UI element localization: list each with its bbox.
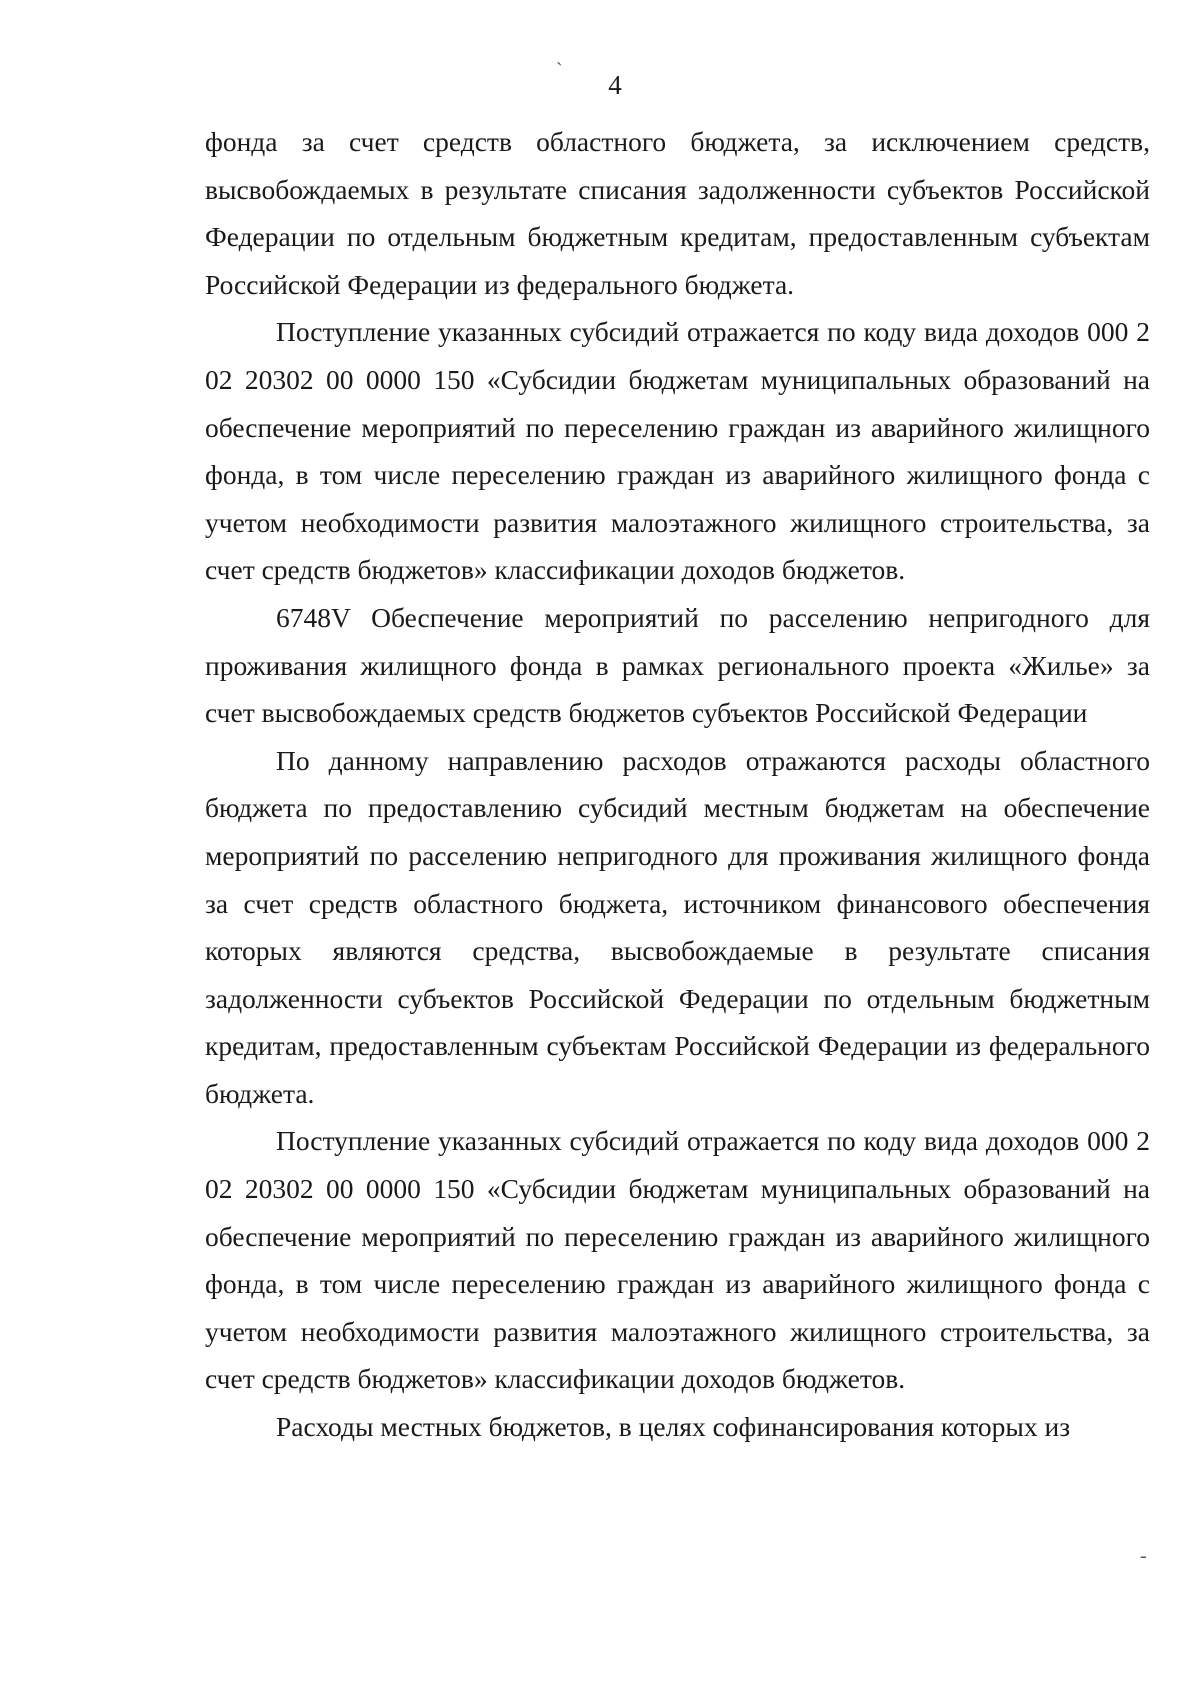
document-body [205,118,1150,1451]
section-heading-paragraph: 6748V Обеспечение мероприятий по расселению непригодного для проживания жилищного фонда в рамках регионального проекта «Жилье» за счет высвобождаемых средств бюджетов субъектов Российской Федерации [205,601,1150,729]
paragraph: Поступление указанных субсидий отражается по коду вида доходов 000 2 02 20302 00 0000 150 «Субсидии бюджетам муниципальных образований на обеспечение мероприятий по переселению граждан из аварийного жилищного фонда, в том числе переселению граждан из аварийного жилищного фонда с учетом необходимости развития малоэтажного жилищного строительства, за счет средств бюджетов» классификации доходов бюджетов. [205,316,1150,586]
paragraph: По данному направлению расходов отражаются расходы областного бюджета по предоставлению субсидий местным бюджетам на обеспечение мероприятий по расселению непригодного для проживания жилищного фонда за счет средств областного бюджета, источником финансового обеспечения которых являются средства, высвобождаемые в результате списания задолженности субъектов Российской Федерации по отдельным бюджетным кредитам, предоставленным субъектам Российской Федерации из федерального бюджета. [205,744,1150,1109]
paragraph: Расходы местных бюджетов, в целях софинансирования которых из [276,1411,1071,1443]
scan-speck: - [1140,1545,1147,1567]
page-number: 4 [608,70,622,100]
paragraph: Поступление указанных субсидий отражается по коду вида доходов 000 2 02 20302 00 0000 150 «Субсидии бюджетам муниципальных образований на обеспечение мероприятий по переселению граждан из аварийного жилищного фонда, в том числе переселению граждан из аварийного жилищного фонда с учетом необходимости развития малоэтажного жилищного строительства, за счет средств бюджетов» классификации доходов бюджетов. [205,1125,1150,1395]
paragraph: фонда за счет средств областного бюджета, за исключением средств, высвобождаемых в результате списания задолженности субъектов Российской Федерации по отдельным бюджетным кредитам, предоставленным субъектам Российской Федерации из федерального бюджета. [205,126,1150,300]
scan-speck: ˏ [556,44,563,66]
